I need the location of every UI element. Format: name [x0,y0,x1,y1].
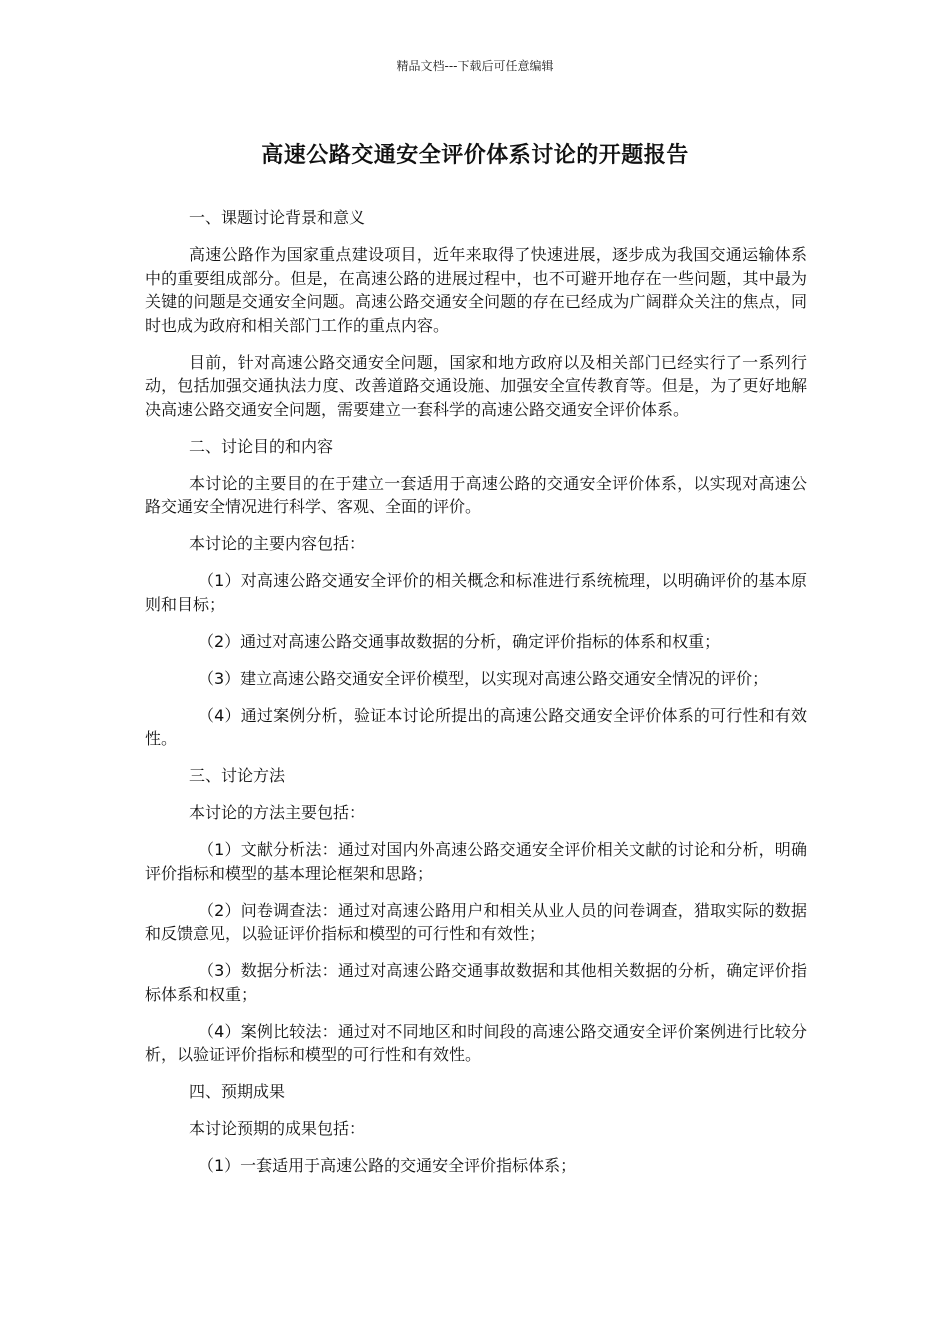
section-heading-purpose: 二、讨论目的和内容 [189,436,334,456]
list-item-method-1: （1）文献分析法：通过对国内外高速公路交通安全评价相关文献的讨论和分析，明确评价指标和模型的基本理论框架和思路； [145,840,807,883]
list-item-method-3: （3）数据分析法：通过对高速公路交通事故数据和其他相关数据的分析，确定评价指标体系和权重； [145,961,807,1004]
document-title: 高速公路交通安全评价体系讨论的开题报告 [261,143,689,168]
list-item-content-2: （2）通过对高速公路交通事故数据的分析，确定评价指标的体系和权重； [198,631,721,651]
paragraph-outcomes-intro: 本讨论预期的成果包括： [189,1119,366,1138]
section-heading-outcomes: 四、预期成果 [189,1082,286,1101]
list-item-content-3: （3）建立高速公路交通安全评价模型，以实现对高速公路交通安全情况的评价； [198,668,769,688]
paragraph-background-1: 高速公路作为国家重点建设项目，近年来取得了快速进展，逐步成为我国交通运输体系中的重要组成部分。但是，在高速公路的进展过程中，也不可避开地存在一些问题，其中最为关键的问题是交通安全问题。高速公路交通安全问题的存在已经成为广阔群众关注的焦点，同时也成为政府和相关部门工作的重点内容。 [145,245,807,335]
list-item-content-4: （4）通过案例分析，验证本讨论所提出的高速公路交通安全评价体系的可行性和有效性。 [145,705,807,748]
list-item-content-1: （1）对高速公路交通安全评价的相关概念和标准进行系统梳理，以明确评价的基本原则和目标； [145,571,807,614]
list-item-method-4: （4）案例比较法：通过对不同地区和时间段的高速公路交通安全评价案例进行比较分析，以验证评价指标和模型的可行性和有效性。 [145,1021,807,1064]
list-item-method-2: （2）问卷调查法：通过对高速公路用户和相关从业人员的问卷调查，猎取实际的数据和反馈意见，以验证评价指标和模型的可行性和有效性； [145,900,807,943]
paragraph-content-intro: 本讨论的主要内容包括： [189,534,366,553]
section-heading-background: 一、课题讨论背景和意义 [189,208,366,227]
paragraph-purpose: 本讨论的主要目的在于建立一套适用于高速公路的交通安全评价体系，以实现对高速公路交通安全情况进行科学、客观、全面的评价。 [145,473,807,516]
paragraph-background-2: 目前，针对高速公路交通安全问题，国家和地方政府以及相关部门已经实行了一系列行动，包括加强交通执法力度、改善道路交通设施、加强安全宣传教育等。但是，为了更好地解决高速公路交通安全问题，需要建立一套科学的高速公路交通安全评价体系。 [145,352,807,419]
document-body [145,206,807,1191]
page-header: 精品文档---下载后可任意编辑 [396,59,554,73]
section-heading-methods: 三、讨论方法 [189,766,286,785]
paragraph-methods-intro: 本讨论的方法主要包括： [189,803,366,822]
list-item-outcome-1: （1）一套适用于高速公路的交通安全评价指标体系； [198,1156,577,1175]
